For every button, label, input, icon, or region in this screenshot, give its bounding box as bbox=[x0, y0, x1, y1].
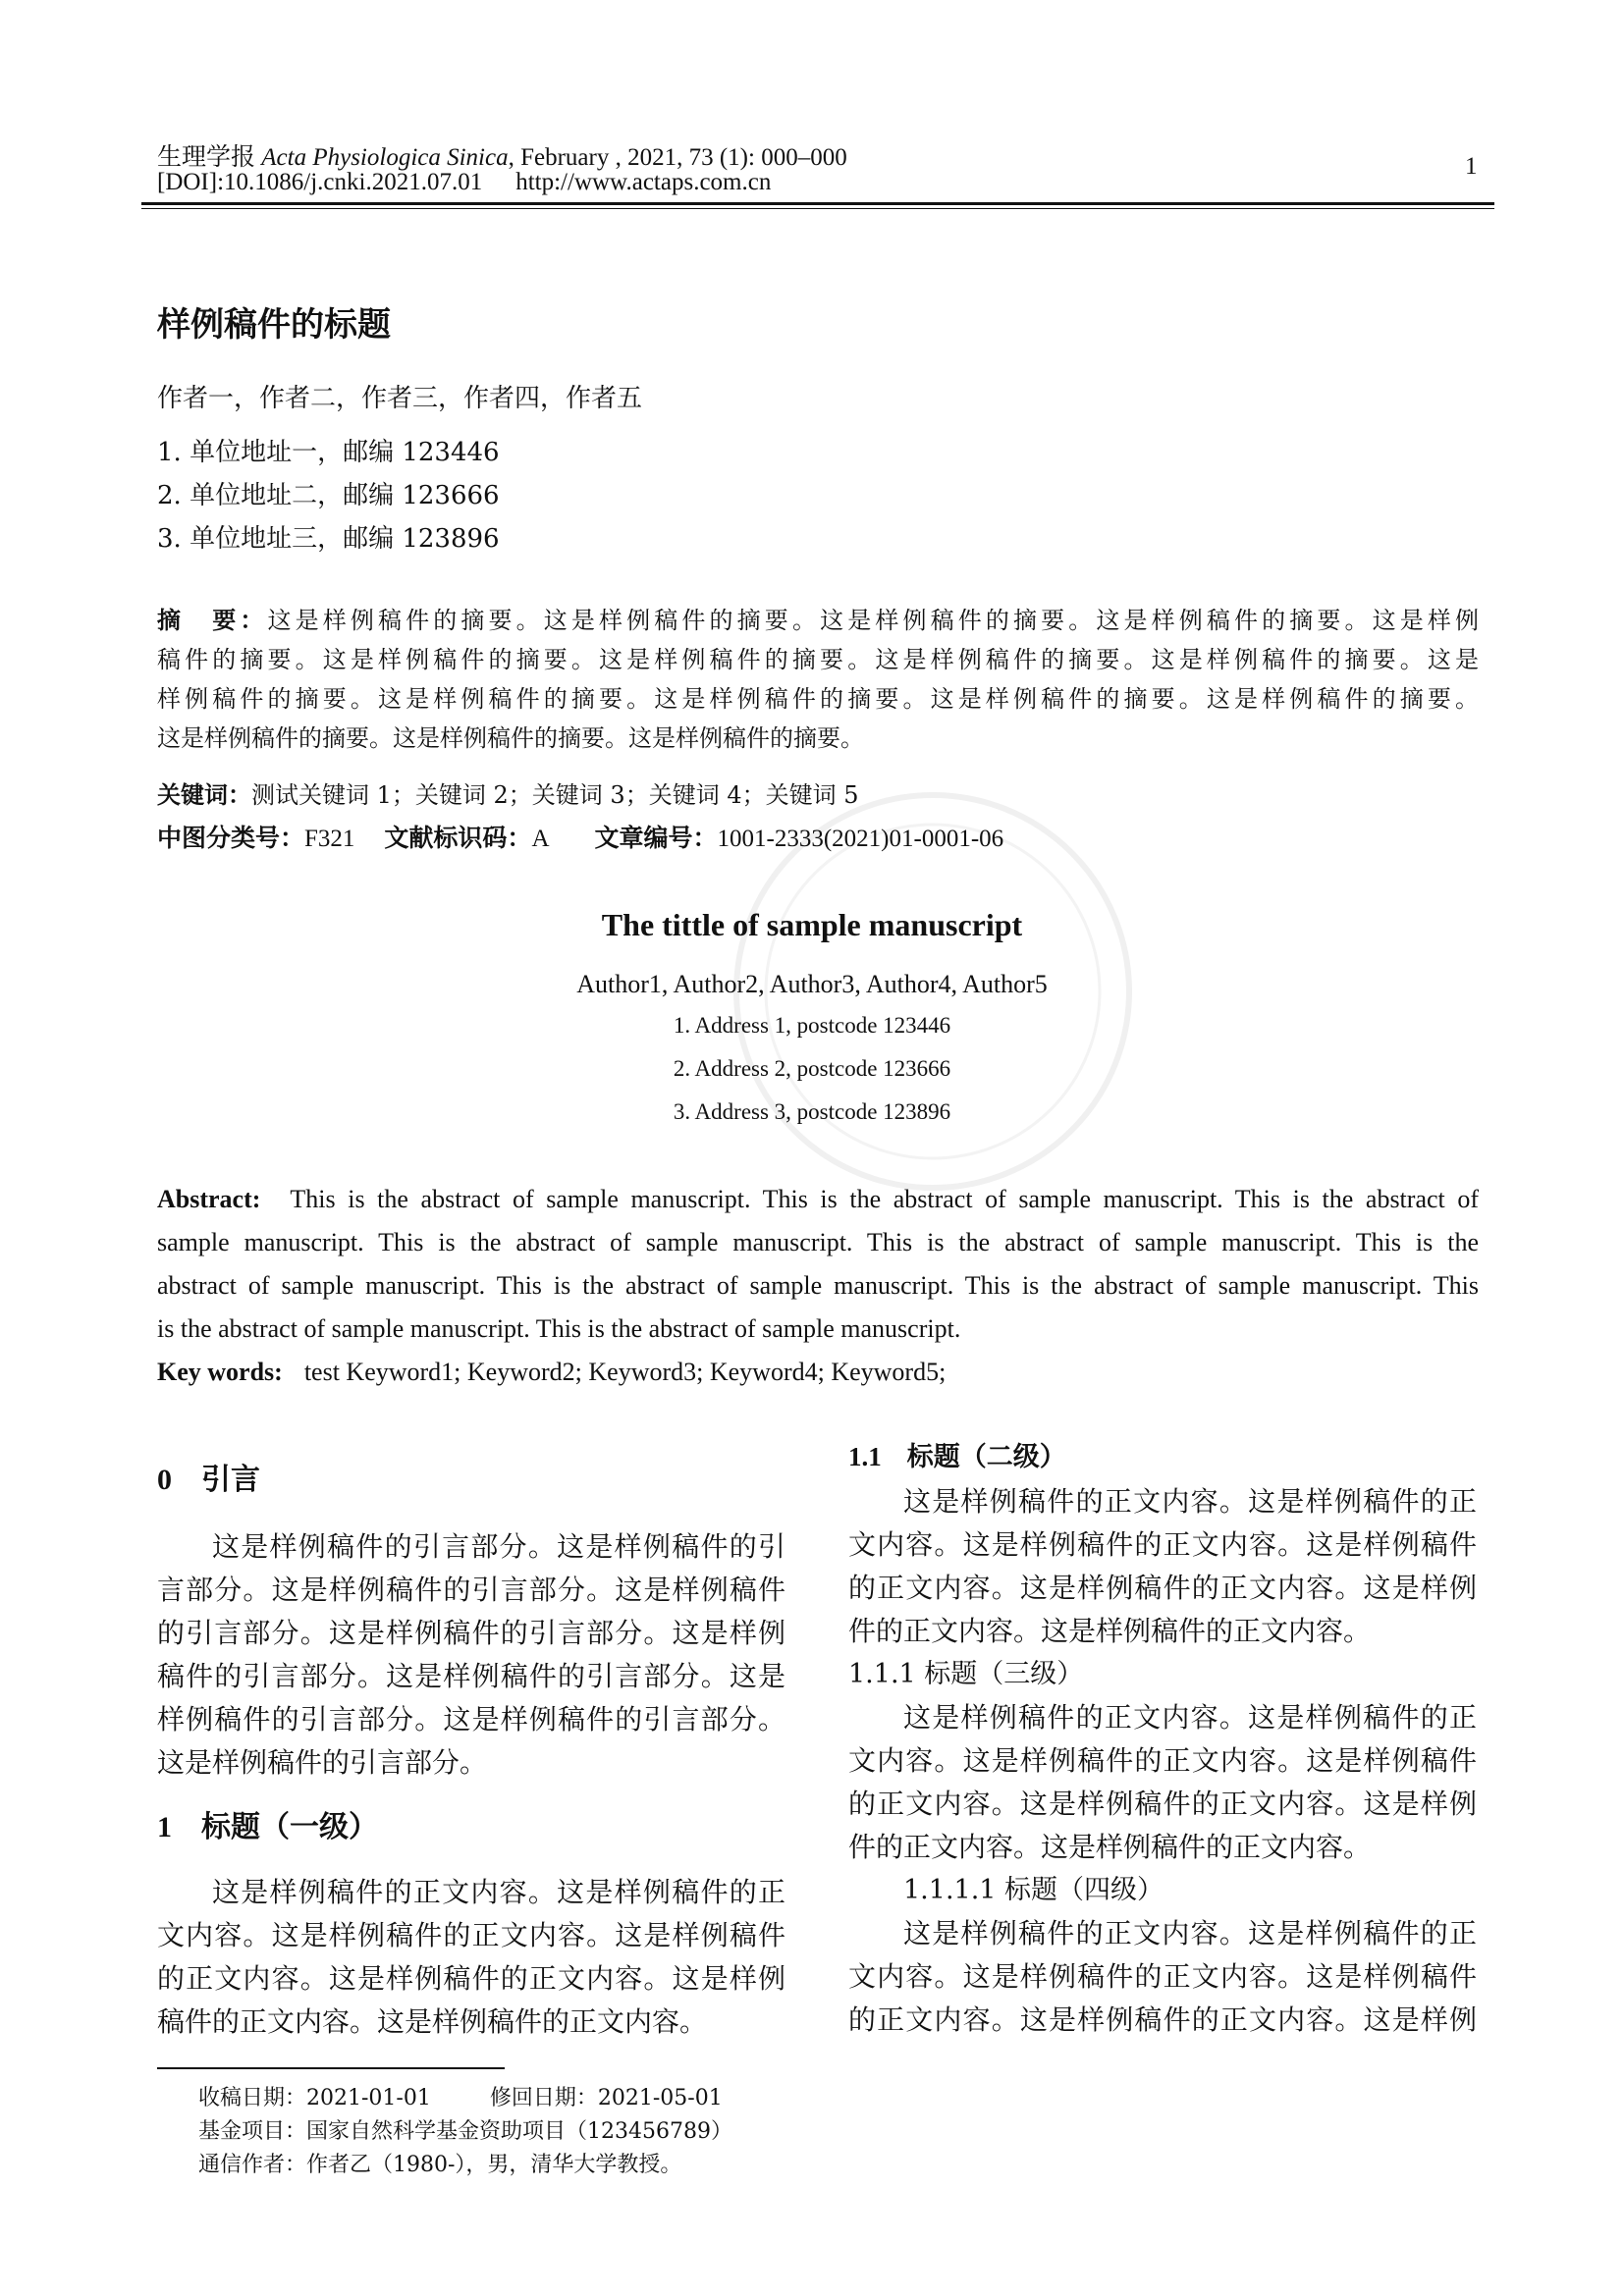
affiliation-cn-2: 2. 单位地址二，邮编 123666 bbox=[157, 481, 500, 510]
affiliation-en-2: 2. Address 2, postcode 123666 bbox=[673, 1056, 951, 1081]
abstract-cn-line-4: 这是样例稿件的摘要。这是样例稿件的摘要。这是样例稿件的摘要。 bbox=[157, 724, 864, 752]
heading-level-4: 1.1.1.1 标题（四级） bbox=[903, 1875, 1164, 1905]
h3-line-3: 的正文内容。这是样例稿件的正文内容。这是样例 bbox=[848, 1788, 1477, 1820]
intro-line-6: 这是样例稿件的引言部分。 bbox=[157, 1746, 488, 1779]
header-doi-line bbox=[157, 169, 771, 196]
heading-introduction-text: 引言 bbox=[201, 1463, 260, 1497]
paper-title-en: The tittle of sample manuscript bbox=[601, 907, 1023, 942]
heading-level-1 bbox=[157, 1806, 785, 1849]
intro-line-4: 稿件的引言部分。这是样例稿件的引言部分。这是 bbox=[157, 1660, 785, 1692]
clc-value: F321 bbox=[304, 826, 355, 852]
footnote-dates bbox=[198, 2081, 723, 2111]
footnote-corresponding: 通信作者：作者乙（1980-），男，清华大学教授。 bbox=[198, 2153, 682, 2177]
affiliation-cn-3: 3. 单位地址三，邮编 123896 bbox=[157, 524, 500, 554]
doc-code-value: A bbox=[531, 826, 550, 852]
affiliation-en-1: 1. Address 1, postcode 123446 bbox=[673, 1013, 951, 1038]
article-number-value: 1001-2333(2021)01-0001-06 bbox=[717, 826, 1004, 852]
heading-introduction-num: 0 bbox=[157, 1464, 172, 1496]
h2-line-4: 件的正文内容。这是样例稿件的正文内容。 bbox=[848, 1615, 1372, 1647]
abstract-cn bbox=[157, 601, 1479, 768]
abstract-cn-line-3: 样例稿件的摘要。这是样例稿件的摘要。这是样例稿件的摘要。这是样例稿件的摘要。这是样例稿件的摘要。 bbox=[157, 685, 1479, 713]
keywords-cn bbox=[157, 775, 859, 810]
journal-url[interactable]: http://www.actaps.com.cn bbox=[515, 169, 772, 195]
heading-level-2 bbox=[848, 1435, 1477, 1478]
h4-line-3: 的正文内容。这是样例稿件的正文内容。这是样例 bbox=[848, 2003, 1477, 2036]
heading-level-1-num: 1 bbox=[157, 1811, 172, 1843]
journal-name-en: Acta Physiologica Sinica bbox=[261, 144, 509, 171]
doi: [DOI]:10.1086/j.cnki.2021.07.01 bbox=[157, 169, 483, 195]
abstract-cn-label: 摘 要： bbox=[157, 607, 268, 634]
footnote-fund: 基金项目：国家自然科学基金资助项目（123456789） bbox=[198, 2119, 732, 2144]
heading-introduction bbox=[157, 1459, 785, 1502]
h2-line-3: 的正文内容。这是样例稿件的正文内容。这是样例 bbox=[848, 1572, 1477, 1604]
h3-line-2: 文内容。这是样例稿件的正文内容。这是样例稿件 bbox=[848, 1744, 1477, 1777]
keywords-en-label: Key words: bbox=[157, 1358, 283, 1386]
revised-date: 修回日期：2021-05-01 bbox=[489, 2086, 723, 2110]
heading-level-3: 1.1.1 标题（三级） bbox=[848, 1659, 1084, 1689]
abstract-en bbox=[157, 1178, 1479, 1394]
journal-name-cn: 生理学报 bbox=[157, 144, 256, 171]
h2-line-1: 这是样例稿件的正文内容。这是样例稿件的正 bbox=[903, 1485, 1477, 1518]
keywords-cn-label: 关键词： bbox=[157, 781, 251, 809]
intro-line-5: 样例稿件的引言部分。这是样例稿件的引言部分。 bbox=[157, 1703, 785, 1735]
h1-line-2: 文内容。这是样例稿件的正文内容。这是样例稿件 bbox=[157, 1919, 785, 1951]
keywords-cn-value: 测试关键词 1；关键词 2；关键词 3；关键词 4；关键词 5 bbox=[251, 781, 859, 809]
heading-level-1-text: 标题（一级） bbox=[201, 1810, 378, 1844]
header-journal-line bbox=[157, 137, 847, 173]
received-date: 收稿日期：2021-01-01 bbox=[198, 2086, 431, 2110]
abstract-cn-line-1: 这是样例稿件的摘要。这是样例稿件的摘要。这是样例稿件的摘要。这是样例稿件的摘要。这是样例 bbox=[267, 607, 1480, 634]
h3-line-4: 件的正文内容。这是样例稿件的正文内容。 bbox=[848, 1831, 1372, 1863]
clc-label: 中图分类号： bbox=[157, 824, 305, 852]
paper-title-cn: 样例稿件的标题 bbox=[157, 305, 391, 345]
abstract-en-line-1: This is the abstract of sample manuscript. This is the abstract of sample manuscript. This is the abstract of bbox=[290, 1185, 1479, 1213]
heading-level-2-num: 1.1 bbox=[848, 1442, 882, 1471]
classification-line bbox=[157, 819, 1003, 854]
h3-line-1: 这是样例稿件的正文内容。这是样例稿件的正 bbox=[903, 1701, 1477, 1734]
h1-line-4: 稿件的正文内容。这是样例稿件的正文内容。 bbox=[157, 2005, 708, 2038]
article-number-label: 文章编号： bbox=[594, 824, 718, 852]
intro-line-2: 言部分。这是样例稿件的引言部分。这是样例稿件 bbox=[157, 1574, 785, 1606]
heading-level-2-text: 标题（二级） bbox=[906, 1442, 1066, 1472]
intro-line-1: 这是样例稿件的引言部分。这是样例稿件的引 bbox=[212, 1530, 785, 1563]
abstract-cn-line-2: 稿件的摘要。这是样例稿件的摘要。这是样例稿件的摘要。这是样例稿件的摘要。这是样例稿件的摘要。这是 bbox=[157, 646, 1479, 673]
abstract-en-line-3: abstract of sample manuscript. This is the abstract of sample manuscript. This is the abstract of sample manuscript. This bbox=[157, 1271, 1479, 1300]
h1-line-1: 这是样例稿件的正文内容。这是样例稿件的正 bbox=[212, 1876, 785, 1908]
h4-line-1: 这是样例稿件的正文内容。这是样例稿件的正 bbox=[903, 1917, 1477, 1949]
affiliation-cn-1: 1. 单位地址一，邮编 123446 bbox=[157, 438, 500, 467]
footnote-rule bbox=[157, 2067, 505, 2069]
authors-cn: 作者一，作者二，作者三，作者四，作者五 bbox=[157, 384, 643, 413]
page-number: 1 bbox=[1465, 153, 1478, 180]
header-rule-thin bbox=[141, 208, 1494, 209]
abstract-en-label: Abstract: bbox=[157, 1185, 261, 1213]
journal-issue: , February , 2021, 73 (1): 000–000 bbox=[508, 144, 847, 171]
keywords-en-value: test Keyword1; Keyword2; Keyword3; Keyword4; Keyword5; bbox=[303, 1358, 947, 1386]
abstract-en-line-4: is the abstract of sample manuscript. This is the abstract of sample manuscript. bbox=[157, 1314, 961, 1343]
abstract-en-line-2: sample manuscript. This is the abstract of sample manuscript. This is the abstract of sample manuscript. This is the bbox=[157, 1228, 1479, 1256]
doc-code-label: 文献标识码： bbox=[384, 824, 532, 852]
header-rule bbox=[141, 202, 1494, 205]
affiliation-en-3: 3. Address 3, postcode 123896 bbox=[673, 1099, 951, 1124]
authors-en: Author1, Author2, Author3, Author4, Author5 bbox=[576, 970, 1048, 998]
h2-line-2: 文内容。这是样例稿件的正文内容。这是样例稿件 bbox=[848, 1528, 1477, 1561]
intro-line-3: 的引言部分。这是样例稿件的引言部分。这是样例 bbox=[157, 1617, 785, 1649]
h4-line-2: 文内容。这是样例稿件的正文内容。这是样例稿件 bbox=[848, 1960, 1477, 1993]
h1-line-3: 的正文内容。这是样例稿件的正文内容。这是样例 bbox=[157, 1962, 785, 1995]
